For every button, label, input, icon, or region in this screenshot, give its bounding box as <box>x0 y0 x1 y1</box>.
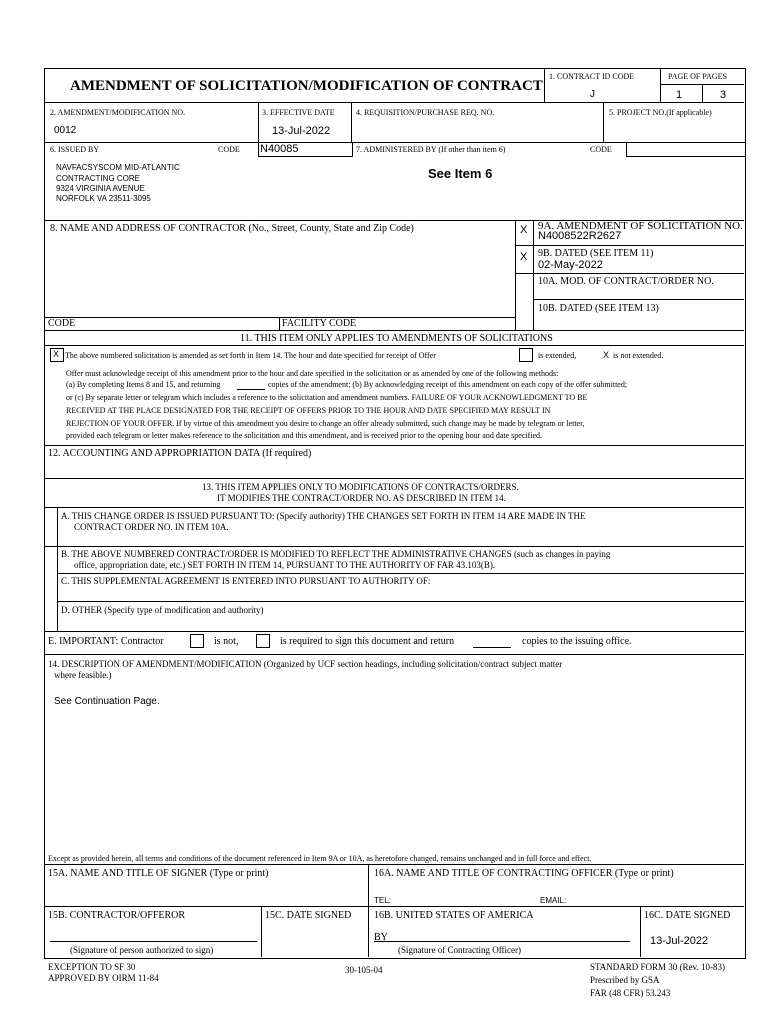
item-e-is-required-checkbox[interactable] <box>256 634 270 648</box>
contract-id-code[interactable]: J <box>590 89 595 100</box>
admin-code-box <box>626 142 746 157</box>
contract-id-code-label: 1. CONTRACT ID CODE <box>549 72 635 81</box>
label-9a: 9A. AMENDMENT OF SOLICITATION NO. <box>538 220 743 232</box>
footer-exception: EXCEPTION TO SF 30 <box>48 962 136 972</box>
item13-b-line-2: office, appropriation date, etc.) SET FORTH IN ITEM 14, PURSUANT TO THE AUTHORITY OF FAR 43.103(B). <box>74 560 496 570</box>
mark-9a[interactable]: X <box>520 224 528 236</box>
label-16a: 16A. NAME AND TITLE OF CONTRACTING OFFICER (Type or print) <box>374 868 674 879</box>
item-e-copies-label: copies to the issuing office. <box>522 636 632 647</box>
signature-officer-label: (Signature of Contracting Officer) <box>398 945 522 955</box>
issued-code[interactable]: N40085 <box>260 143 299 155</box>
project-no-label: 5. PROJECT NO.(If applicable) <box>609 108 712 117</box>
item-e-is-required-label: is required to sign this document and return <box>280 636 455 647</box>
footer-standard-form: STANDARD FORM 30 (Rev. 10-83) <box>590 962 725 972</box>
issued-by-label: 6. ISSUED BY <box>50 145 100 154</box>
item11-line-5: REJECTION OF YOUR OFFER. If by virtue of this amendment you desire to change an offer already submitted, such change may be made by telegram or letter, <box>66 419 585 428</box>
signature-person-label: (Signature of person authorized to sign) <box>70 945 214 955</box>
label-15c: 15C. DATE SIGNED <box>265 910 352 921</box>
item14-label-2: where feasible.) <box>54 670 112 680</box>
issuer-line-2[interactable]: CONTRACTING CORE <box>56 174 140 183</box>
date-16c[interactable]: 13-Jul-2022 <box>650 935 709 947</box>
item11-amended-checkbox[interactable]: X <box>50 348 64 362</box>
item-e-is-not-label: is not, <box>214 636 239 647</box>
item-e-is-not-checkbox[interactable] <box>190 634 204 648</box>
value-9a[interactable]: N4008522R2627 <box>538 230 622 242</box>
page-number[interactable]: 1 <box>676 89 683 101</box>
tel-label: TEL: <box>374 896 391 905</box>
item11-heading: 11. THIS ITEM ONLY APPLIES TO AMENDMENTS OF SOLICITATIONS <box>240 333 553 344</box>
administered-value[interactable]: See Item 6 <box>428 166 493 181</box>
email-label: EMAIL: <box>540 896 567 905</box>
item11-line-2a: (a) By completing Items 8 and 15, and returning <box>66 380 221 389</box>
contractor-label: 8. NAME AND ADDRESS OF CONTRACTOR (No., Street, County, State and Zip Code) <box>50 223 414 234</box>
issuer-line-4[interactable]: NORFOLK VA 23511-3095 <box>56 194 151 203</box>
item11-line-6: provided each telegram or letter makes reference to the solicitation and this amendment, and is received prior to the opening hour and date specified. <box>66 431 543 440</box>
officer-signature-line[interactable] <box>374 941 630 942</box>
item13-a-line-2: CONTRACT ORDER NO. IN ITEM 10A. <box>74 522 229 532</box>
issuer-line-1[interactable]: NAVFACSYSCOM MID-ATLANTIC <box>56 163 180 172</box>
issuer-line-3[interactable]: 9324 VIRGINIA AVENUE <box>56 184 145 193</box>
effective-date[interactable]: 13-Jul-2022 <box>272 125 331 137</box>
form-title: AMENDMENT OF SOLICITATION/MODIFICATION OF CONTRACT <box>70 78 543 94</box>
item13-heading-2: IT MODIFIES THE CONTRACT/ORDER NO. AS DESCRIBED IN ITEM 14. <box>217 493 506 503</box>
issued-code-label: CODE <box>218 145 240 154</box>
footer-prescribed: Prescribed by GSA <box>590 975 660 985</box>
by-label: BY <box>374 932 388 943</box>
facility-code-label: FACILITY CODE <box>282 318 357 329</box>
contractor-code-label: CODE <box>48 318 76 329</box>
item14-value[interactable]: See Continuation Page. <box>54 696 160 707</box>
admin-code-label: CODE <box>590 145 612 154</box>
amendment-no[interactable]: 0012 <box>54 125 77 136</box>
label-15a: 15A. NAME AND TITLE OF SIGNER (Type or print) <box>48 868 269 879</box>
label-15b: 15B. CONTRACTOR/OFFEROR <box>48 910 186 921</box>
footer-approved: APPROVED BY OIRM 11-84 <box>48 973 159 983</box>
label-16b: 16B. UNITED STATES OF AMERICA <box>374 910 534 921</box>
amendment-no-label: 2. AMENDMENT/MODIFICATION NO. <box>50 108 186 117</box>
page-of-pages-label: PAGE OF PAGES <box>668 72 727 81</box>
mark-9b[interactable]: X <box>520 251 528 263</box>
item12-label: 12. ACCOUNTING AND APPROPRIATION DATA (If required) <box>48 448 312 459</box>
label-10b: 10B. DATED (SEE ITEM 13) <box>538 303 659 314</box>
item11-line-1: Offer must acknowledge receipt of this amendment prior to the hour and date specified in the solicitation or as amended by one of the following methods: <box>66 369 559 378</box>
item11-extended-label: is extended, <box>538 351 577 360</box>
total-pages[interactable]: 3 <box>720 89 727 101</box>
administered-by-label: 7. ADMINISTERED BY (If other than item 6) <box>356 145 506 154</box>
item11-line-3: or (c) By separate letter or telegram which includes a reference to the solicitation and amendment numbers. FAILURE OF YOUR ACKNOWLEDGMENT TO BE <box>66 393 588 402</box>
item11-line-4: RECEIVED AT THE PLACE DESIGNATED FOR THE RECEIPT OF OFFERS PRIOR TO THE HOUR AND DATE SPECIFIED MAY RESULT IN <box>66 406 551 415</box>
item13-c: C. THIS SUPPLEMENTAL AGREEMENT IS ENTERED INTO PURSUANT TO AUTHORITY OF: <box>61 576 431 586</box>
effective-date-label: 3. EFFECTIVE DATE <box>262 108 335 117</box>
item11-extended-checkbox[interactable] <box>519 348 533 362</box>
item13-heading-1: 13. THIS ITEM APPLIES ONLY TO MODIFICATIONS OF CONTRACTS/ORDERS. <box>202 482 519 492</box>
item11-not-extended-label: is not extended. <box>613 351 664 360</box>
value-9b[interactable]: 02-May-2022 <box>538 259 603 271</box>
item11-line-2b: copies of the amendment; (b) By acknowledging receipt of this amendment on each copy of the offer submitted; <box>268 380 628 389</box>
label-10a: 10A. MOD. OF CONTRACT/ORDER NO. <box>538 276 714 287</box>
requisition-label: 4. REQUISITION/PURCHASE REQ. NO. <box>356 108 495 117</box>
item-e-label: E. IMPORTANT: Contractor <box>48 636 164 647</box>
item14-label-1: 14. DESCRIPTION OF AMENDMENT/MODIFICATION (Organized by UCF section headings, including solicitation/contract subject matter <box>48 659 563 669</box>
label-16c: 16C. DATE SIGNED <box>644 910 731 921</box>
label-9b: 9B. DATED (SEE ITEM 11) <box>538 248 654 259</box>
item14-except-text: Except as provided herein, all terms and conditions of the document referenced in Item 9A or 10A, as heretofore changed, remains unchanged and in full force and effect. <box>48 854 592 863</box>
item11-not-extended-mark[interactable]: X <box>603 350 610 360</box>
item11-amended-text: The above numbered solicitation is amended as set forth in Item 14. The hour and date specified for receipt of Offer <box>65 351 436 360</box>
item13-a-line-1: A. THIS CHANGE ORDER IS ISSUED PURSUANT TO: (Specify authority) THE CHANGES SET FORTH IN ITEM 14 ARE MADE IN THE <box>61 511 586 521</box>
footer-code: 30-105-04 <box>345 965 383 975</box>
footer-far: FAR (48 CFR) 53.243 <box>590 988 671 998</box>
item13-b-line-1: B. THE ABOVE NUMBERED CONTRACT/ORDER IS MODIFIED TO REFLECT THE ADMINISTRATIVE CHANGES (such as changes in paying <box>61 549 611 559</box>
contractor-signature-line[interactable] <box>50 941 257 942</box>
item13-d: D. OTHER (Specify type of modification and authority) <box>61 605 264 615</box>
